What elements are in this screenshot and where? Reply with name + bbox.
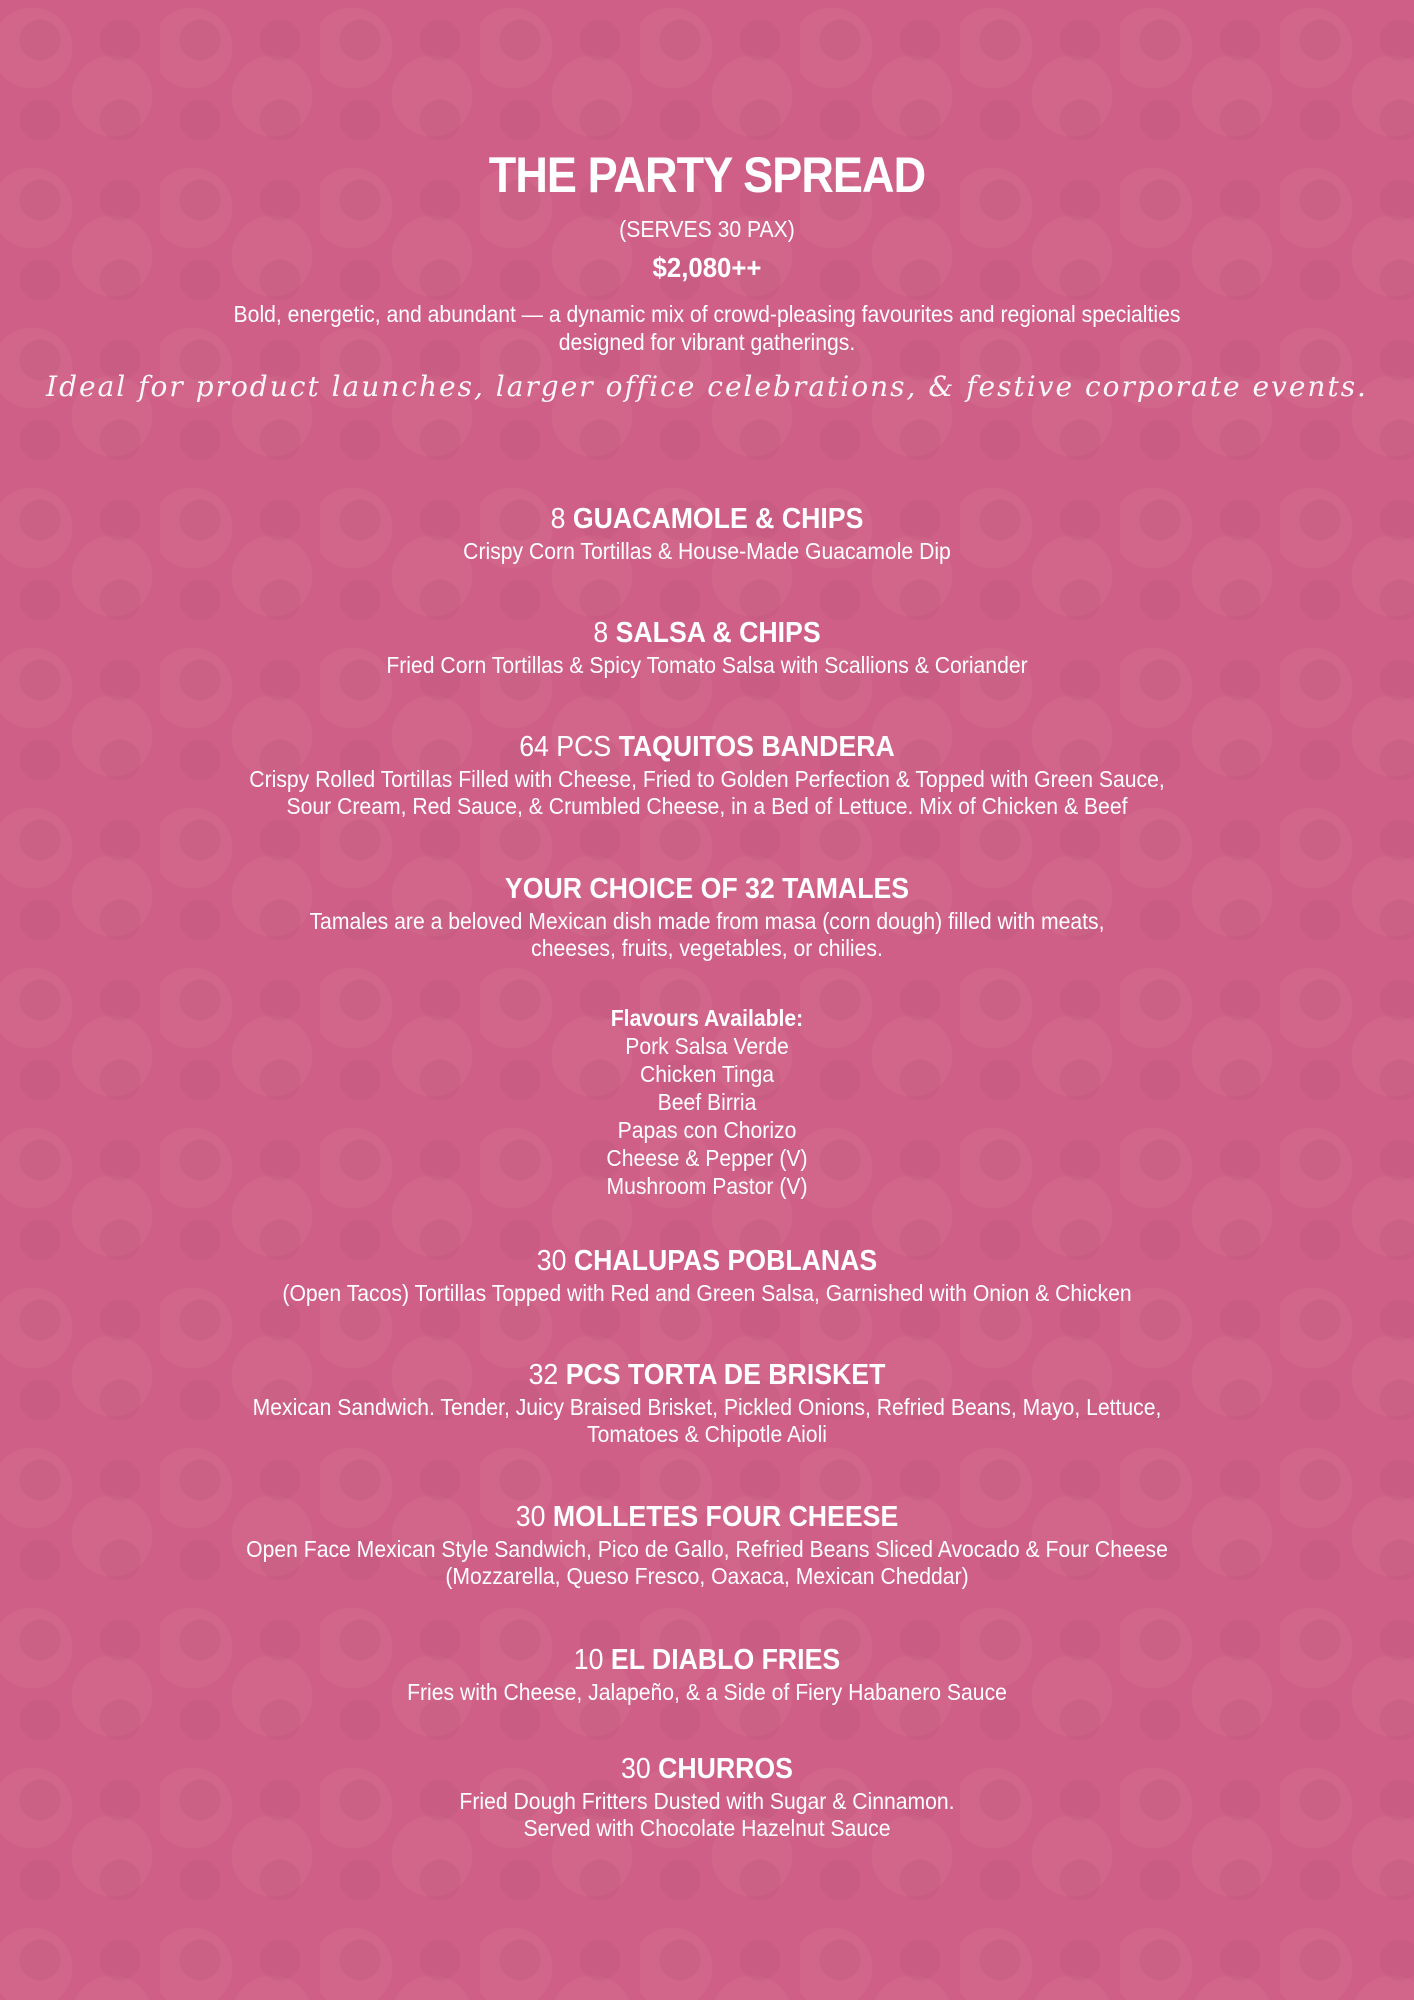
package-price: $2,080++ [652, 252, 762, 283]
menu-item-title [149, 1244, 1266, 1278]
serves-count: (SERVES 30 PAX) [619, 216, 795, 242]
menu-item [100, 872, 1314, 962]
description-line: Bold, energetic, and abundant — a dynamic mix of crowd-pleasing favourites and regional specialties [233, 301, 1181, 327]
menu-item-desc-line: Fries with Cheese, Jalapeño, & a Side of Fiery Habanero Sauce [407, 1679, 1007, 1705]
menu-item [100, 616, 1314, 679]
menu-item-qty: 30 [515, 1501, 546, 1533]
menu-item-desc [149, 538, 1266, 565]
menu-item-desc-line: Open Face Mexican Style Sandwich, Pico de Gallo, Refried Beans Sliced Avocado & Four Cheese [246, 1536, 1168, 1562]
menu-item-desc-line: Crispy Rolled Tortillas Filled with Cheese, Fried to Golden Perfection & Topped with Green Sauce, [249, 766, 1165, 792]
menu-item-desc [149, 652, 1266, 679]
flavour-item: Cheese & Pepper (V) [606, 1145, 808, 1171]
menu-item [100, 730, 1314, 820]
menu-item-desc-line: Mexican Sandwich. Tender, Juicy Braised Brisket, Pickled Onions, Refried Beans, Mayo, Lettuce, [252, 1394, 1162, 1420]
menu-item-desc-line: Tomatoes & Chipotle Aioli [587, 1421, 827, 1447]
page-title: THE PARTY SPREAD [488, 147, 926, 203]
flavours-list [149, 1004, 1266, 1200]
menu-item-name: CHALUPAS POBLANAS [573, 1245, 878, 1277]
menu-item-desc-line: Fried Corn Tortillas & Spicy Tomato Salsa with Scallions & Coriander [386, 652, 1028, 678]
menu-item [100, 1752, 1314, 1842]
menu-item-desc-line: (Open Tacos) Tortillas Topped with Red and Green Salsa, Garnished with Onion & Chicken [282, 1280, 1132, 1306]
menu-item-name: YOUR CHOICE OF 32 TAMALES [504, 873, 910, 905]
menu-item-name: GUACAMOLE & CHIPS [572, 503, 864, 535]
menu-item-title [149, 1358, 1266, 1392]
menu-item-qty: 32 [528, 1359, 559, 1391]
package-description [149, 300, 1266, 356]
flavour-item: Chicken Tinga [639, 1061, 775, 1087]
menu-item-name: TAQUITOS BANDERA [618, 731, 895, 763]
menu-item-name: CHURROS [658, 1753, 793, 1785]
menu-item-desc [149, 1679, 1266, 1706]
menu-item-title [149, 1500, 1266, 1534]
flavour-item: Pork Salsa Verde [625, 1033, 789, 1059]
menu-item [100, 1244, 1314, 1307]
menu-item-desc-line: (Mozzarella, Queso Fresco, Oaxaca, Mexican Cheddar) [445, 1563, 969, 1589]
flavour-item: Mushroom Pastor (V) [606, 1173, 808, 1199]
menu-item-title [149, 1752, 1266, 1786]
flavours-heading: Flavours Available: [610, 1005, 804, 1031]
menu-item-title [149, 1643, 1266, 1677]
menu-item [100, 502, 1314, 565]
flavour-item: Papas con Chorizo [617, 1117, 797, 1143]
menu-item-desc-line: Served with Chocolate Hazelnut Sauce [523, 1815, 891, 1841]
menu-item-title [149, 502, 1266, 536]
menu-item [100, 1358, 1314, 1448]
menu-item-desc [149, 1536, 1266, 1590]
flavour-item: Beef Birria [657, 1089, 757, 1115]
package-tagline: Ideal for product launches, larger office celebrations, & festive corporate events. [46, 370, 1368, 403]
description-line: designed for vibrant gatherings. [558, 329, 856, 355]
menu-item-desc [149, 1788, 1266, 1842]
menu-item-name: SALSA & CHIPS [615, 617, 821, 649]
menu-item-name: PCS TORTA DE BRISKET [565, 1359, 886, 1391]
menu-item-name: EL DIABLO FRIES [610, 1644, 841, 1676]
menu-item-desc-line: Crispy Corn Tortillas & House-Made Guacamole Dip [463, 538, 951, 564]
menu-item-desc-line: Sour Cream, Red Sauce, & Crumbled Cheese, in a Bed of Lettuce. Mix of Chicken & Beef [286, 793, 1128, 819]
menu-item-desc [149, 908, 1266, 962]
menu-item-desc [149, 1394, 1266, 1448]
menu-item-desc-line: Tamales are a beloved Mexican dish made from masa (corn dough) filled with meats, [309, 908, 1105, 934]
menu-item-title [149, 730, 1266, 764]
menu-item-qty: 64 PCS [519, 731, 612, 763]
menu-item [100, 1500, 1314, 1590]
menu-item-qty: 30 [536, 1245, 567, 1277]
menu-item-qty: 8 [550, 503, 566, 535]
menu-item-desc-line: Fried Dough Fritters Dusted with Sugar & Cinnamon. [459, 1788, 955, 1814]
menu-item-name: MOLLETES FOUR CHEESE [552, 1501, 899, 1533]
menu-item-qty: 30 [620, 1753, 651, 1785]
menu-item-title [149, 616, 1266, 650]
menu-item-qty: 8 [593, 617, 609, 649]
menu-item [100, 1643, 1314, 1706]
menu-item-desc [149, 1280, 1266, 1307]
menu-item-qty: 10 [573, 1644, 604, 1676]
menu-item-title [149, 872, 1266, 906]
menu-item-desc [149, 766, 1266, 820]
menu-item-desc-line: cheeses, fruits, vegetables, or chilies. [531, 935, 883, 961]
